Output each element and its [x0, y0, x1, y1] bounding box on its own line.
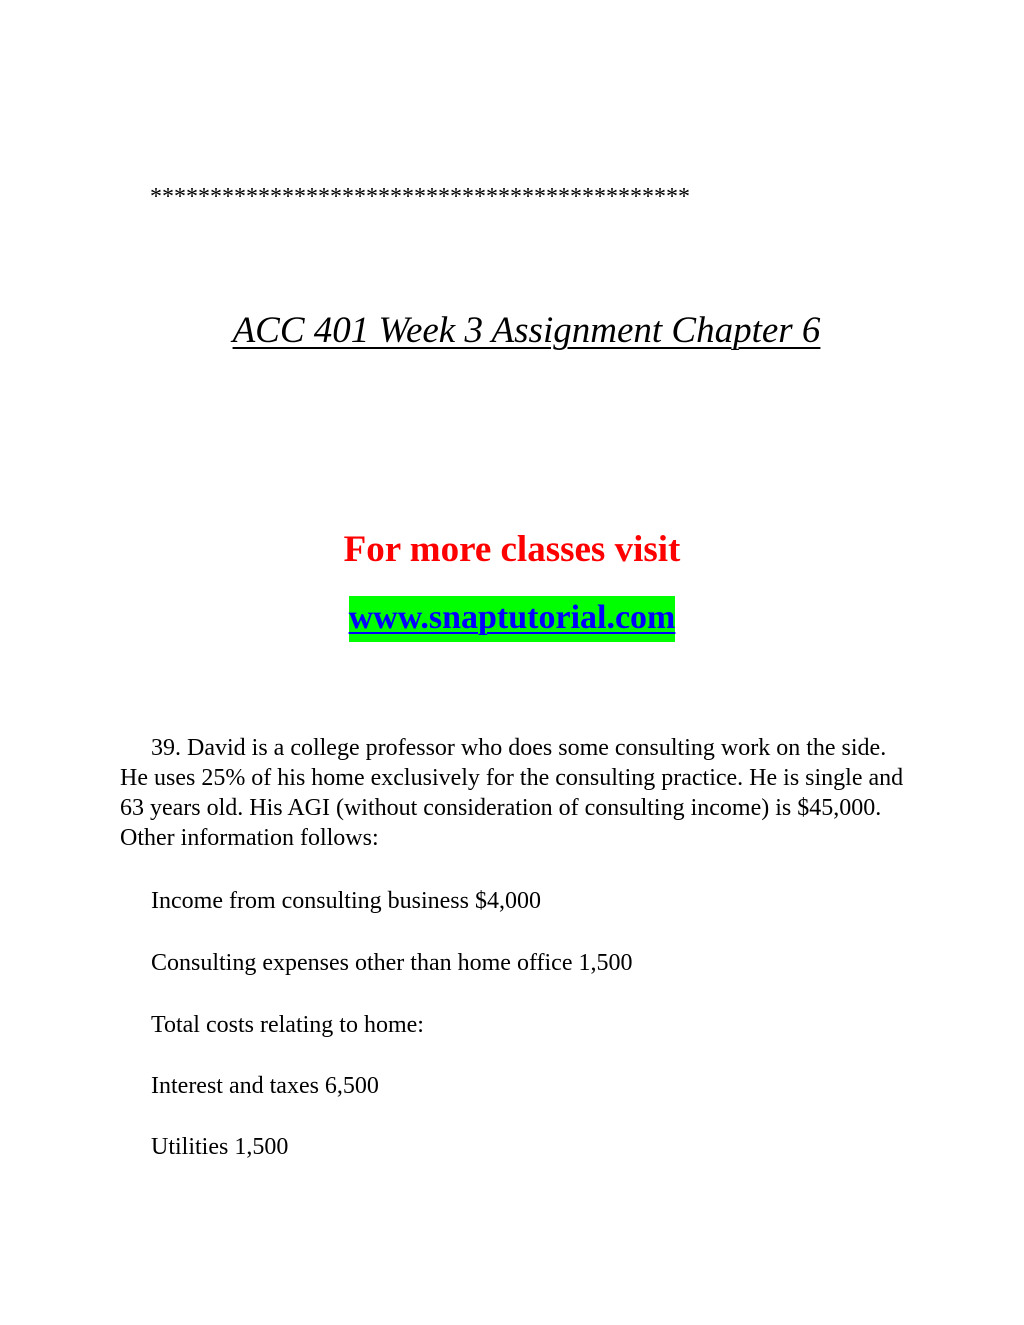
- promo-heading: For more classes visit: [343, 529, 681, 570]
- asterisk-separator: *********************************************: [150, 184, 690, 210]
- question-line-home-costs-heading: Total costs relating to home:: [151, 1012, 424, 1038]
- website-link[interactable]: www.snaptutorial.com: [349, 596, 676, 642]
- question-paragraph: 39. David is a college professor who does some consulting work on the side. He uses 25% of his home exclusively for the consulting practice. He is single and 63 years old. His AGI (without consideration of consulting income) is $45,000. Other information follows:: [120, 735, 904, 851]
- page-title: ACC 401 Week 3 Assignment Chapter 6: [232, 310, 821, 351]
- question-line-consulting-expenses: Consulting expenses other than home office 1,500: [151, 950, 633, 976]
- question-line-consulting-income: Income from consulting business $4,000: [151, 888, 541, 914]
- question-line-utilities: Utilities 1,500: [151, 1134, 289, 1160]
- promo-link-container: [0, 596, 1024, 642]
- question-line-interest-taxes: Interest and taxes 6,500: [151, 1073, 379, 1099]
